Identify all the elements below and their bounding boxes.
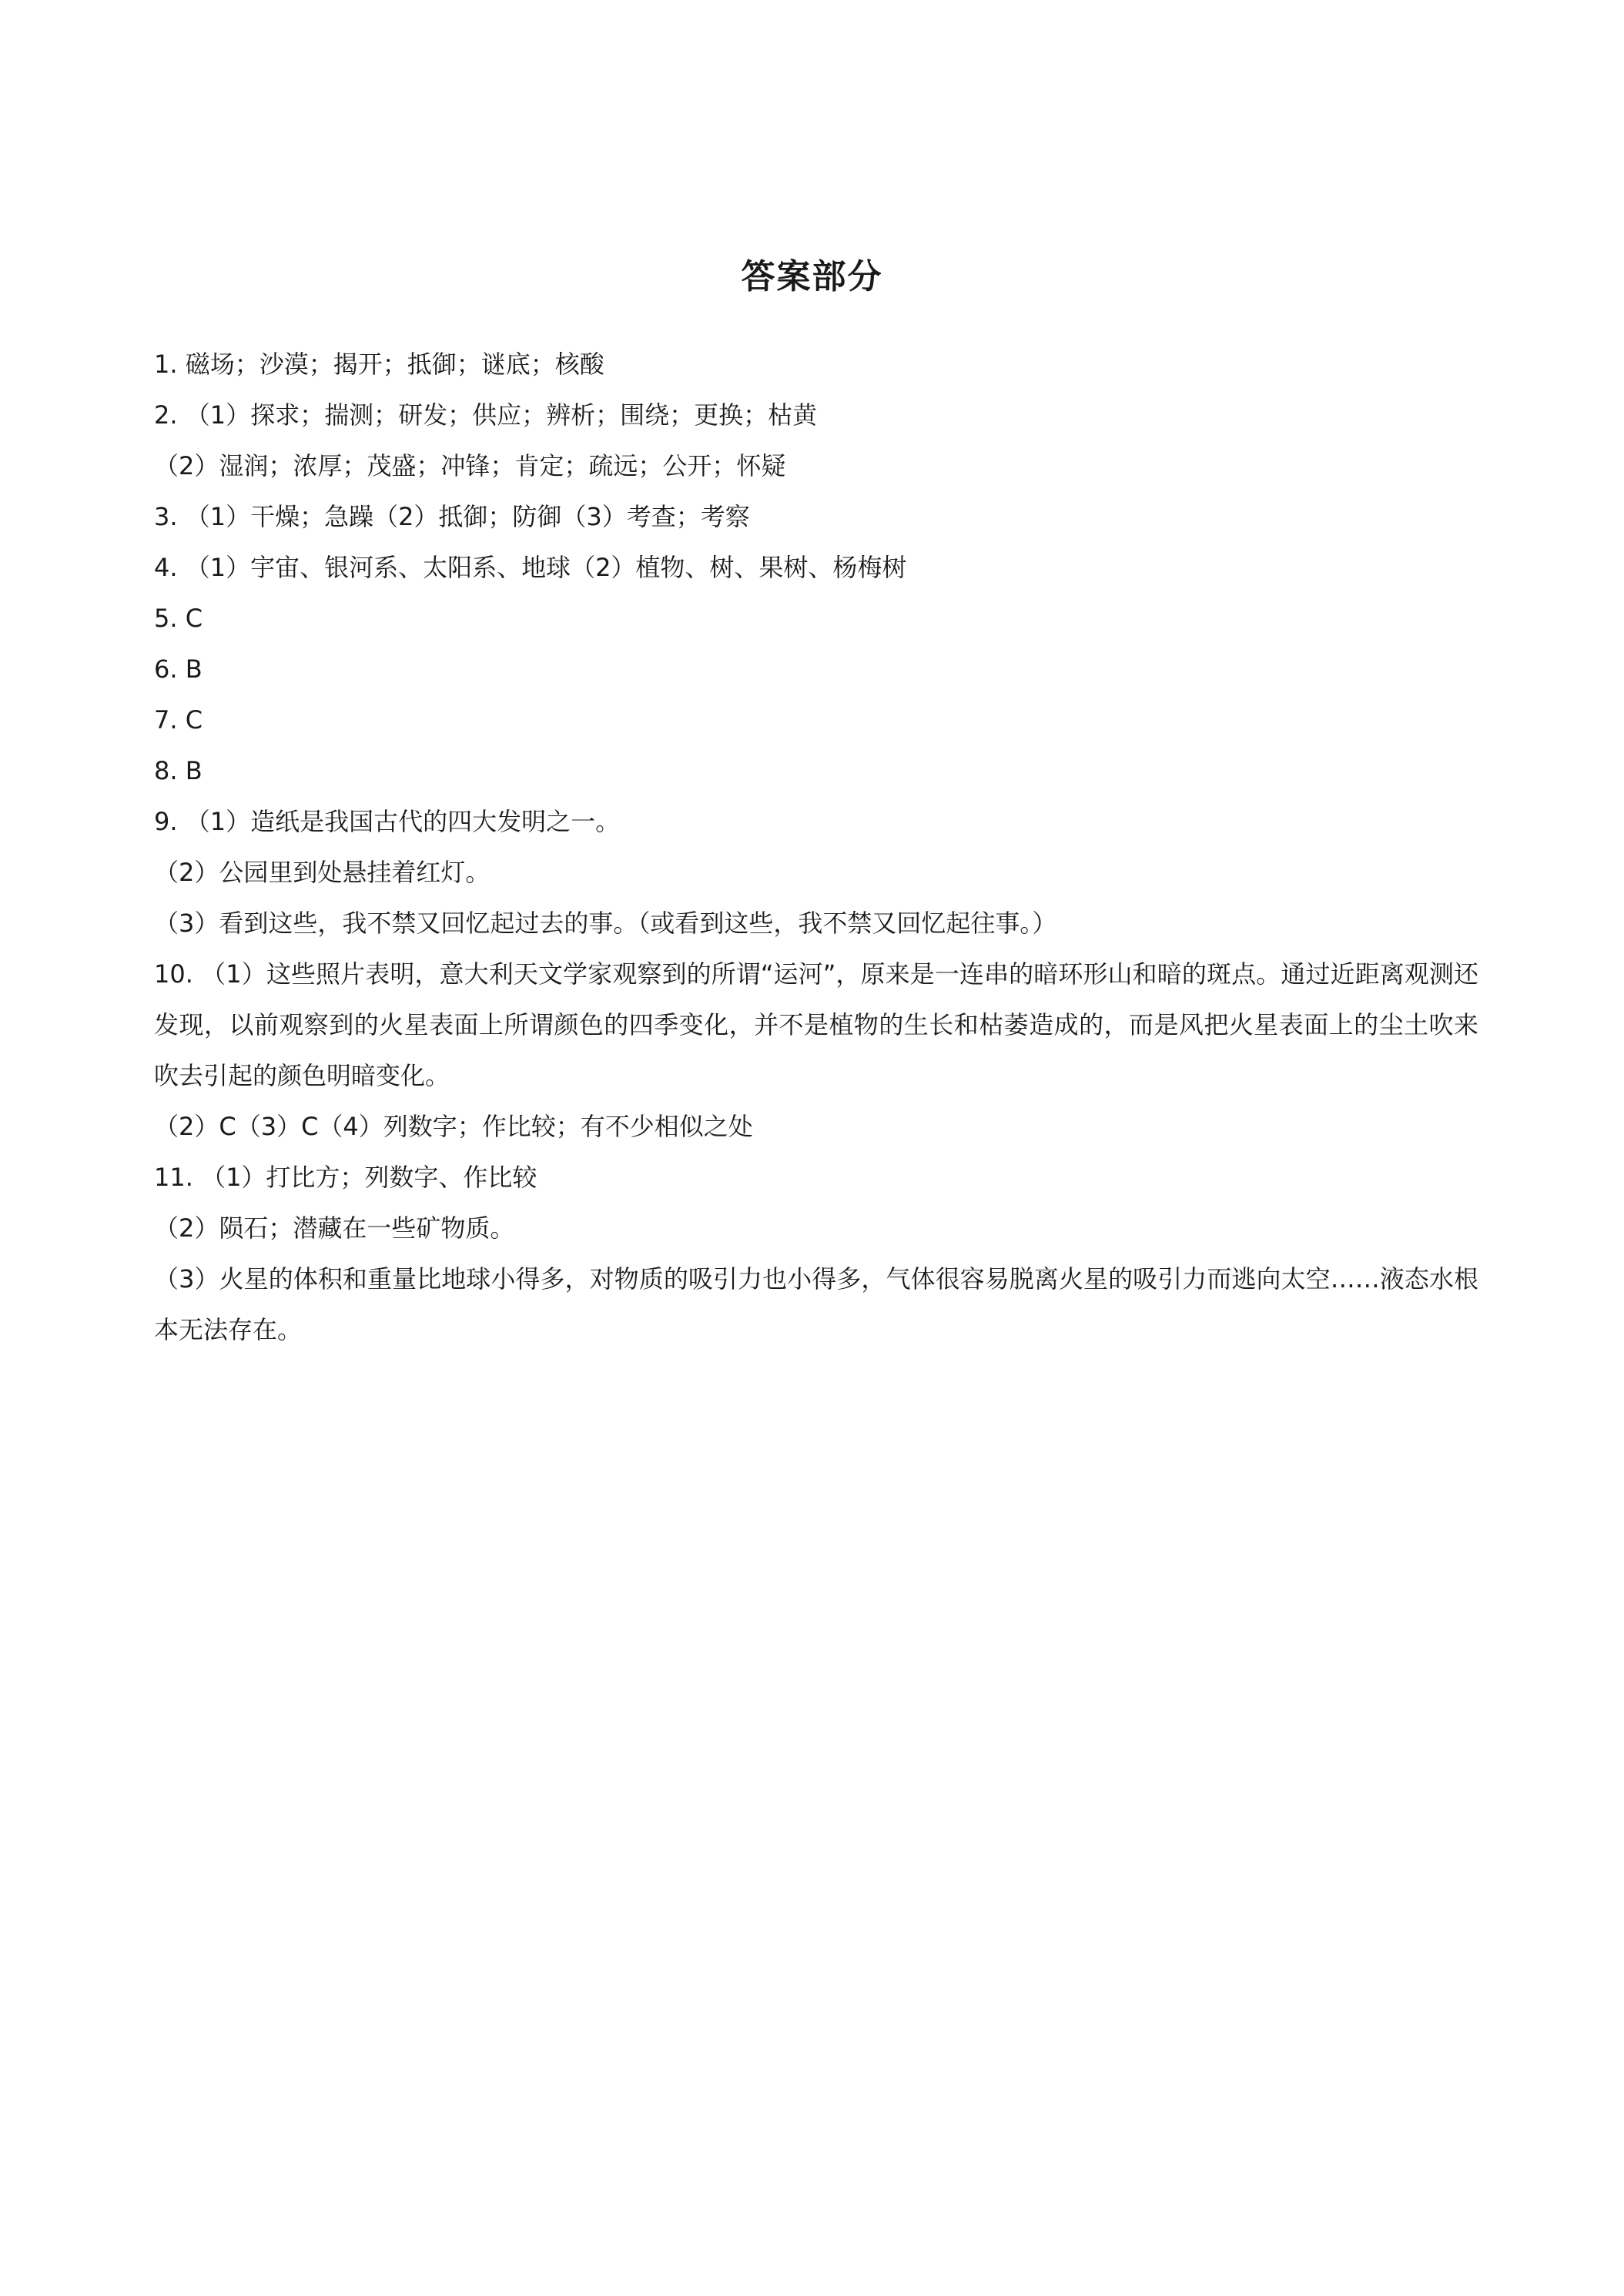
answer-11-part-3: （3）火星的体积和重量比地球小得多，对物质的吸引力也小得多，气体很容易脱离火星的吸引力而逃向太空……液态水根本无法存在。 xyxy=(154,1264,1478,1344)
answer-11-part-1: 11. （1）打比方；列数字、作比较 xyxy=(154,1163,537,1192)
answer-list xyxy=(154,339,1478,1355)
answer-9-part-2: （2）公园里到处悬挂着红灯。 xyxy=(154,858,491,887)
answer-8: 8. B xyxy=(154,756,203,785)
answer-2-part-2: （2）湿润；浓厚；茂盛；冲锋；肯定；疏远；公开；怀疑 xyxy=(154,451,786,480)
answer-1: 1. 磁场；沙漠；揭开；抵御；谜底；核酸 xyxy=(154,350,604,379)
answer-10-part-1: 10. （1）这些照片表明，意大利天文学家观察到的所谓“运河”，原来是一连串的暗环形山和暗的斑点。通过近距离观测还发现，以前观察到的火星表面上所谓颜色的四季变化，并不是植物的生长和枯萎造成的，而是风把火星表面上的尘土吹来吹去引起的颜色明暗变化。 xyxy=(154,959,1478,1090)
answer-11-part-2: （2）陨石；潜藏在一些矿物质。 xyxy=(154,1213,515,1243)
answer-9-part-3: （3）看到这些，我不禁又回忆起过去的事。（或看到这些，我不禁又回忆起往事。） xyxy=(154,909,1057,938)
answer-7: 7. C xyxy=(154,705,203,735)
answer-2-part-1: 2. （1）探求；揣测；研发；供应；辨析；围绕；更换；枯黄 xyxy=(154,400,818,430)
answer-10-part-2: （2）C（3）C（4）列数字；作比较；有不少相似之处 xyxy=(154,1112,753,1141)
answer-9-part-1: 9. （1）造纸是我国古代的四大发明之一。 xyxy=(154,807,621,836)
answer-5: 5. C xyxy=(154,604,203,633)
answer-6: 6. B xyxy=(154,654,203,684)
answer-3: 3. （1）干燥；急躁（2）抵御；防御（3）考查；考察 xyxy=(154,502,750,531)
answer-4: 4. （1）宇宙、银河系、太阳系、地球（2）植物、树、果树、杨梅树 xyxy=(154,553,907,582)
page-title: 答案部分 xyxy=(741,257,883,296)
